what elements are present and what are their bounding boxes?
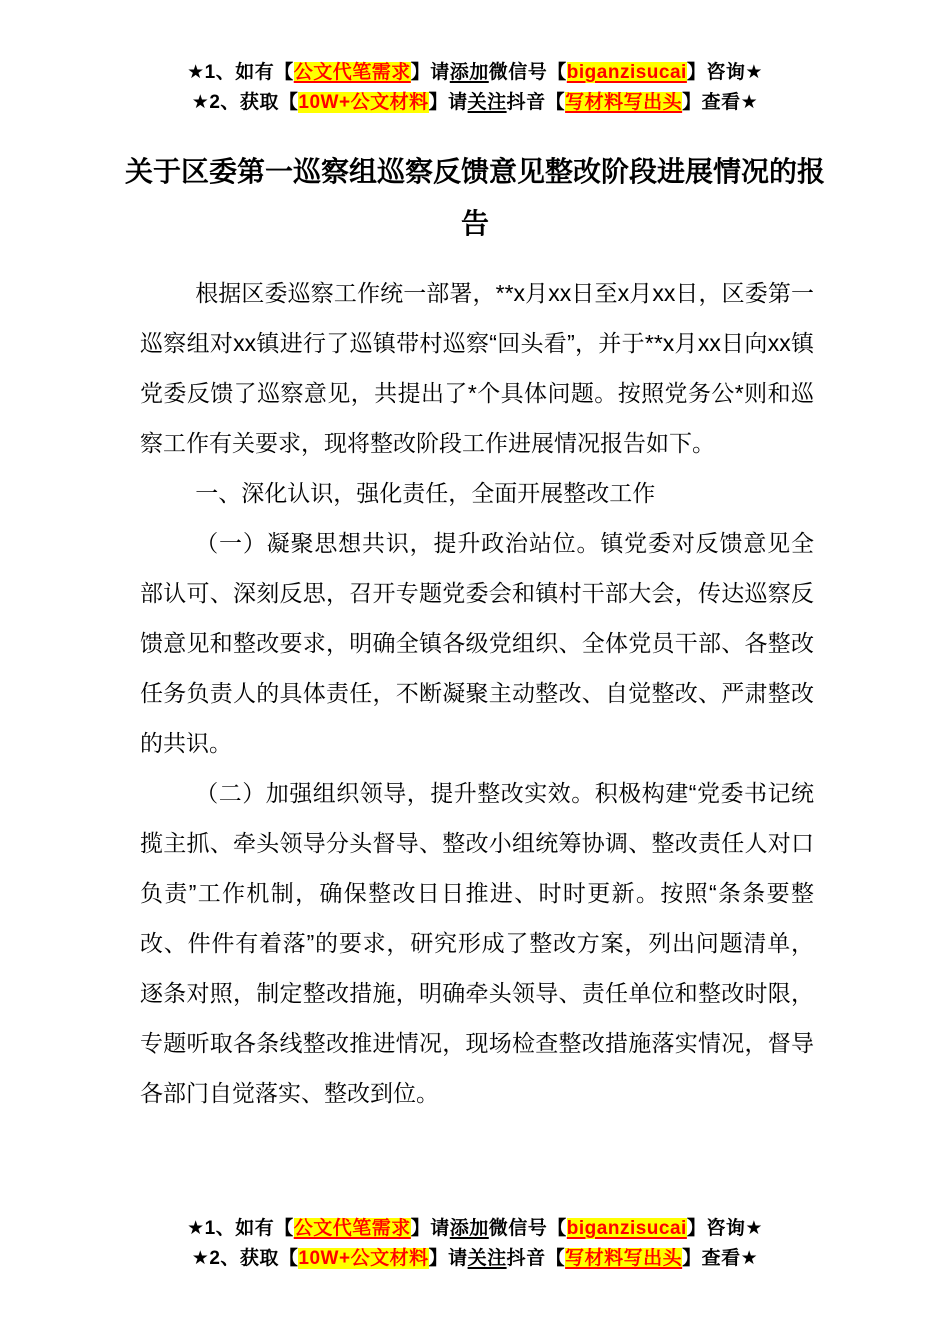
promo2-highlight-douyin-id: 写材料写出头	[565, 92, 683, 113]
footer-promo-line-2	[0, 1244, 950, 1274]
section-heading-1: 一、深化认识，强化责任，全面开展整改工作	[195, 480, 656, 506]
footer-promo	[0, 1214, 950, 1274]
paragraph-sub-2: （二）加强组织领导，提升整改实效。积极构建“党委书记统揽主抓、牵头领导分头督导、整改小组统筹协调、整改责任人对口负责”工作机制，确保整改日日推进、时时更新。按照“条条要整改、件件有着落”的要求，研究形成了整改方案，列出问题清单，逐条对照，制定整改措施，明确牵头领导、责任单位和整改时限，专题听取各条线整改推进情况，现场检查整改措施落实情况，督导各部门自觉落实、整改到位。	[140, 780, 814, 1106]
promo2-underline-follow: 关注	[467, 92, 507, 113]
header-promo	[0, 58, 950, 118]
footer-promo-line-1	[0, 1214, 950, 1244]
promo2-highlight-materials: 10W+公文材料	[298, 92, 429, 113]
promo1-prefix: ★1、如有【	[187, 1218, 294, 1239]
promo1-suffix: 】咨询★	[686, 1218, 763, 1239]
paragraph-intro: 根据区委巡察工作统一部署，**x月xx日至x月xx日，区委第一巡察组对xx镇进行了巡镇带村巡察“回头看”，并于**x月xx日向xx镇党委反馈了巡察意见，共提出了*个具体问题。按照党务公*则和巡察工作有关要求，现将整改阶段工作进展情况报告如下。	[140, 280, 814, 456]
promo2-highlight-materials: 10W+公文材料	[298, 1248, 429, 1269]
document-title: 关于区委第一巡察组巡察反馈意见整改阶段进展情况的报告	[125, 156, 826, 239]
header-promo-line-2	[0, 88, 950, 118]
promo2-underline-follow: 关注	[467, 1248, 507, 1269]
promo1-highlight-service: 公文代笔需求	[293, 62, 411, 83]
promo1-mid2: 微信号【	[488, 62, 567, 83]
promo1-highlight-wechat-id: biganzisucai	[566, 1218, 687, 1239]
promo2-mid2: 抖音【	[506, 92, 566, 113]
promo2-suffix: 】查看★	[682, 92, 759, 113]
promo1-underline-add: 添加	[449, 62, 489, 83]
promo2-mid1: 】请	[428, 92, 468, 113]
document-body	[140, 268, 814, 1118]
promo2-suffix: 】查看★	[682, 1248, 759, 1269]
promo2-highlight-douyin-id: 写材料写出头	[565, 1248, 683, 1269]
promo1-underline-add: 添加	[449, 1218, 489, 1239]
promo2-prefix: ★2、获取【	[191, 1248, 299, 1269]
promo1-mid1: 】请	[410, 1218, 450, 1239]
promo1-suffix: 】咨询★	[686, 62, 763, 83]
paragraph-sub-1: （一）凝聚思想共识，提升政治站位。镇党委对反馈意见全部认可、深刻反思，召开专题党委会和镇村干部大会，传达巡察反馈意见和整改要求，明确全镇各级党组织、全体党员干部、各整改任务负责人的具体责任，不断凝聚主动整改、自觉整改、严肃整改的共识。	[140, 530, 814, 756]
promo1-mid1: 】请	[410, 62, 450, 83]
promo1-highlight-wechat-id: biganzisucai	[566, 62, 687, 83]
promo1-highlight-service: 公文代笔需求	[293, 1218, 411, 1239]
promo2-mid1: 】请	[428, 1248, 468, 1269]
promo2-prefix: ★2、获取【	[191, 92, 299, 113]
promo1-prefix: ★1、如有【	[187, 62, 294, 83]
promo1-mid2: 微信号【	[488, 1218, 567, 1239]
promo2-mid2: 抖音【	[506, 1248, 566, 1269]
header-promo-line-1	[0, 58, 950, 88]
